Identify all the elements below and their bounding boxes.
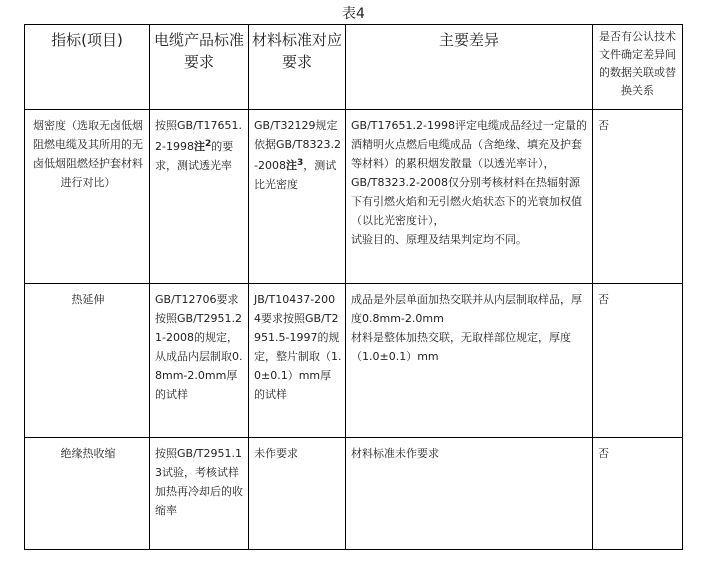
cell-main-difference: [346, 110, 593, 284]
header-main-difference: 主要差异: [346, 25, 593, 110]
cell-relation: 否: [593, 284, 683, 438]
difference-paragraph: GB/T17651.2-1998评定电缆成品经过一定量的酒精明火点燃后电缆成品（含绝缘、填充及护套等材料）的累积烟发散量（以透光率计），: [351, 119, 587, 170]
material-text-before: GB/T32129规定依据GB/T8323.2-2008: [254, 119, 341, 172]
table-row: [25, 284, 683, 438]
cell-indicator: 烟密度（选取无卤低烟阻燃电缆及其所用的无卤低烟阻燃烃护套材料进行对比）: [25, 110, 150, 284]
cell-cable-requirement: 按照GB/T2951.13试验，考核试样加热再冷却后的收缩率: [150, 438, 249, 550]
table-row: [25, 438, 683, 550]
cell-main-difference: 材料标准未作要求: [346, 438, 593, 550]
note-marker: 注$^2$: [193, 139, 212, 153]
difference-paragraph: 试验目的、原理及结果判定均不同。: [351, 233, 527, 246]
material-text-after: ，测试比光密度: [254, 159, 337, 191]
cell-material-requirement: 未作要求: [249, 438, 346, 550]
cable-text-after: 的要求，测试透光率: [155, 140, 234, 172]
header-cable-requirement: 电缆产品标准要求: [150, 25, 249, 110]
header-material-requirement: 材料标准对应要求: [249, 25, 346, 110]
cell-indicator: 绝缘热收缩: [25, 438, 150, 550]
difference-paragraph: GB/T8323.2-2008仅分别考核材料在热辐射源下有引燃火焰和无引燃火焰状态下的光衰加权值（以比光密度计），: [351, 176, 582, 227]
table-caption: 表4: [342, 6, 365, 22]
note-marker: 注$^3$: [285, 158, 304, 172]
header-relation: 是否有公认技术文件确定差异间的数据关联或替换关系: [593, 25, 683, 110]
cell-relation: 否: [593, 110, 683, 284]
difference-paragraph: 成品是外层单面加热交联并从内层制取样品，厚度0.8mm-2.0mm: [351, 293, 582, 325]
cell-material-requirement: [249, 110, 346, 284]
cell-relation: 否: [593, 438, 683, 550]
header-indicator: 指标(项目): [25, 25, 150, 110]
comparison-table: [24, 24, 683, 550]
cable-text-before: 按照GB/T17651.2-1998: [155, 119, 242, 153]
cell-main-difference: [346, 284, 593, 438]
cell-indicator: 热延伸: [25, 284, 150, 438]
table-header-row: [25, 25, 683, 110]
cell-cable-requirement: [150, 110, 249, 284]
cell-cable-requirement: GB/T12706要求按照GB/T2951.21-2008的规定，从成品内层制取0.8mm-2.0mm厚的试样: [150, 284, 249, 438]
table-row: [25, 110, 683, 284]
cell-material-requirement: JB/T10437-2004要求按照GB/T2951.5-1997的规定，整片制取（1.0±0.1）mm厚的试样: [249, 284, 346, 438]
difference-paragraph: 材料是整体加热交联，无取样部位规定，厚度（1.0±0.1）mm: [351, 331, 571, 363]
